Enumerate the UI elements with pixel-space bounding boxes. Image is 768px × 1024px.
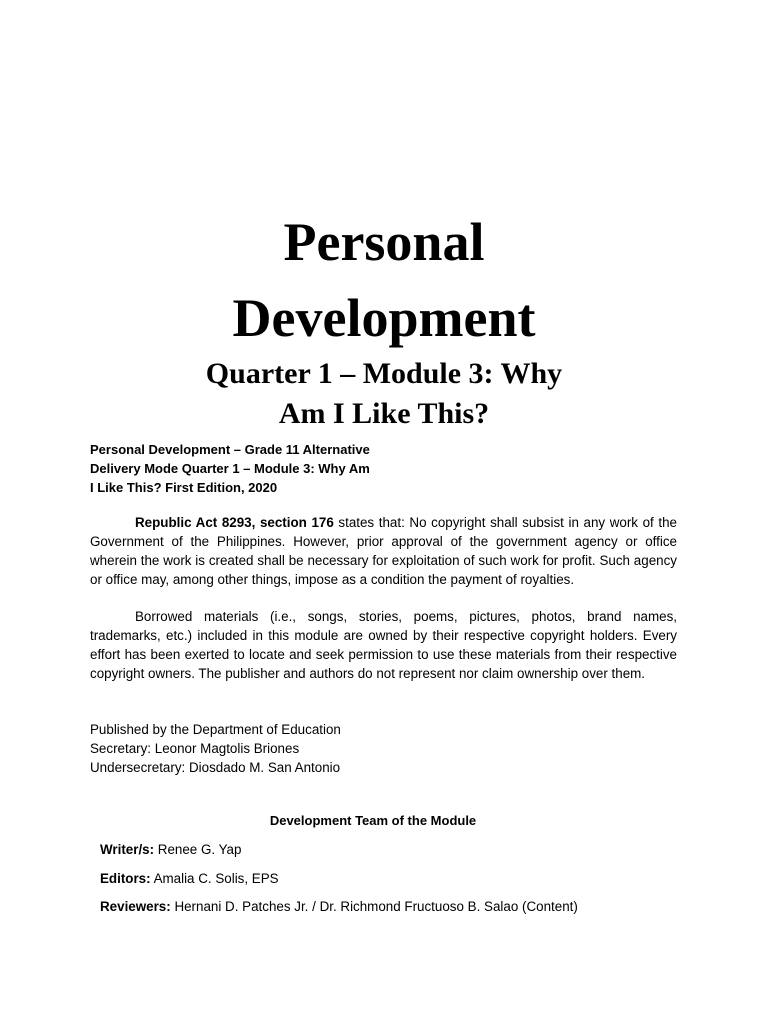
copyright-text: states that: No copyright shall subsist in any work of the Government of the Philippines. However, prior approval of the government agency or office wherein the work is created shall be necessary for exploitation of such work for profit. Such agency or office may, among other things, impose as a condition the payment of royalties.: [90, 515, 677, 587]
subtitle-line-2: Am I Like This?: [278, 397, 490, 430]
subtitle-line-1: Quarter 1 – Module 3: Why: [205, 357, 563, 390]
copyright-paragraph: [90, 513, 677, 589]
team-editors: [100, 869, 279, 888]
secretary: Secretary: Leonor Magtolis Briones: [90, 741, 300, 756]
editors-label: Editors:: [100, 871, 151, 886]
undersecretary: Undersecretary: Diosdado M. San Antonio: [90, 760, 341, 775]
edition-line-3: I Like This? First Edition, 2020: [90, 480, 278, 495]
team-reviewers: [100, 897, 578, 916]
publisher-info: [90, 720, 341, 777]
team-heading: Development Team of the Module: [269, 813, 477, 828]
reviewers-value: Hernani D. Patches Jr. / Dr. Richmond Fructuoso B. Salao (Content): [170, 899, 578, 914]
borrowed-materials-paragraph: Borrowed materials (i.e., songs, stories, poems, pictures, photos, brand names, trademarks, etc.) included in this module are owned by their respective copyright holders. Every effort has been exerted to locate and seek permission to use these materials from their respective copyright owners. The publisher and authors do not represent nor claim ownership over them.: [90, 609, 677, 681]
team-writers: [100, 840, 241, 859]
writers-value: Renee G. Yap: [154, 842, 242, 857]
edition-line-1: Personal Development – Grade 11 Alternative: [90, 442, 370, 457]
title-line-1: Personal: [283, 212, 485, 272]
edition-line-2: Delivery Mode Quarter 1 – Module 3: Why Am: [90, 461, 370, 476]
edition-info: [90, 440, 410, 497]
title-line-2: Development: [232, 288, 536, 348]
published-by: Published by the Department of Education: [90, 722, 341, 737]
reviewers-label: Reviewers:: [100, 899, 171, 914]
document-title: [0, 204, 768, 356]
republic-act-reference: Republic Act 8293, section 176: [135, 515, 334, 530]
module-subtitle: [0, 354, 768, 434]
editors-value: Amalia C. Solis, EPS: [150, 871, 279, 886]
writers-label: Writer/s:: [100, 842, 155, 857]
